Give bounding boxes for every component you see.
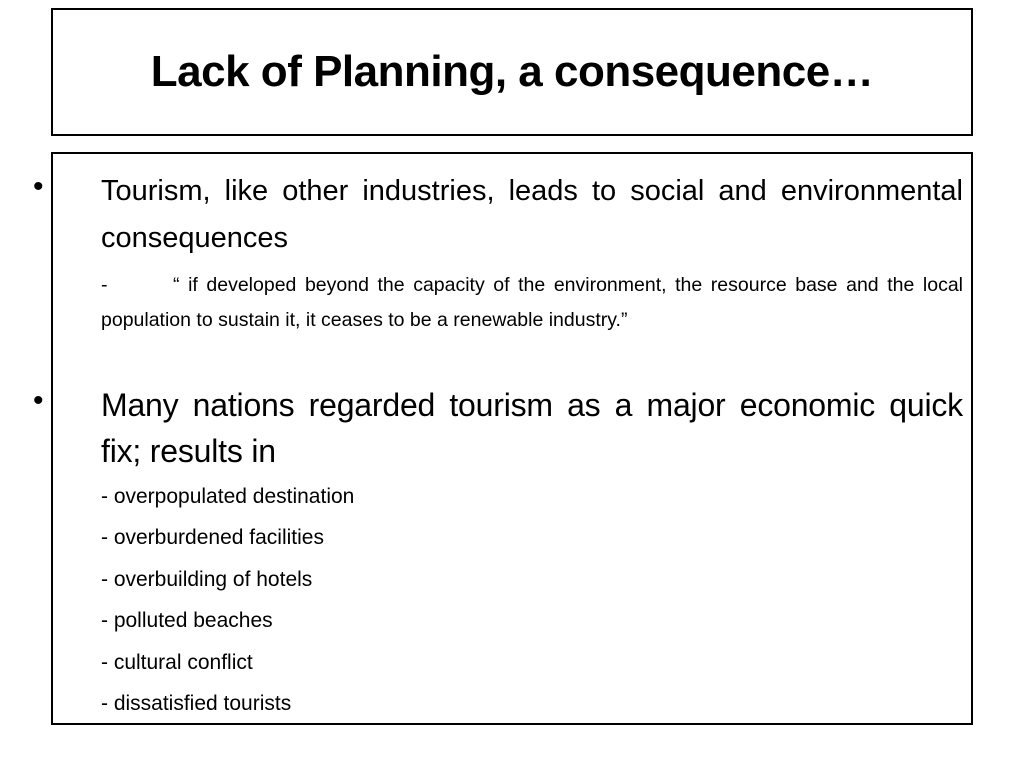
results-list	[101, 481, 354, 729]
bullet-icon: •	[33, 170, 44, 203]
bullet-text: Tourism, like other industries, leads to social and environmental consequences	[101, 175, 963, 254]
list-item: - overbuilding of hotels	[101, 567, 313, 591]
quote-subpoint	[101, 268, 963, 338]
bullet-icon: •	[33, 384, 44, 417]
quote-dash: -	[101, 274, 108, 296]
list-item: - cultural conflict	[101, 650, 253, 674]
list-item: - overburdened facilities	[101, 526, 324, 550]
quote-text: “ if developed beyond the capacity of the environment, the resource base and the local population to sustain it, it ceases to be a renewable industry.”	[101, 274, 963, 331]
bullet-text: Many nations regarded tourism as a major economic quick fix; results in	[101, 387, 963, 469]
list-item: - dissatisfied tourists	[101, 691, 292, 715]
list-item: - overpopulated destination	[101, 485, 355, 508]
slide-content-box	[33, 152, 973, 725]
slide-title-box	[51, 8, 973, 136]
list-item: - polluted beaches	[101, 609, 273, 633]
slide-title: Lack of Planning, a consequence…	[150, 47, 874, 96]
